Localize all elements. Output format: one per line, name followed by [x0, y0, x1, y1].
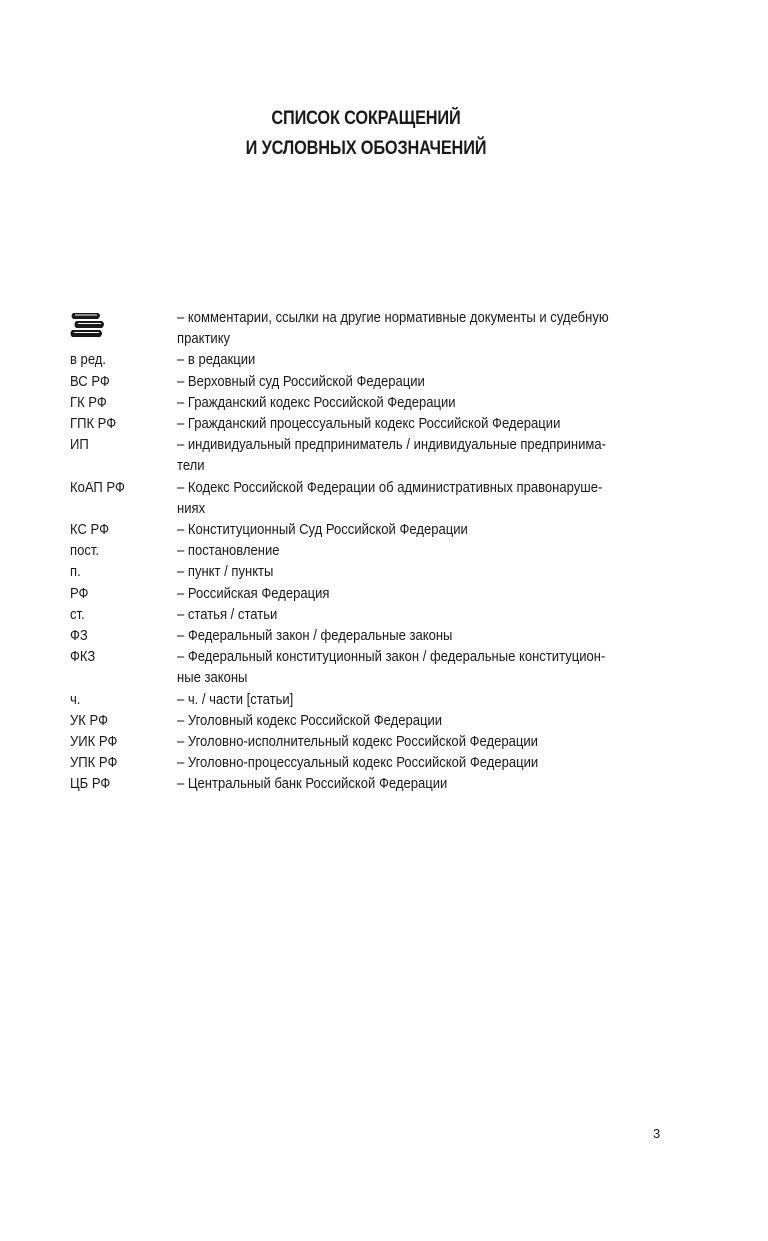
abbreviation-row [70, 372, 670, 393]
definition-line: – Российская Федерация [177, 585, 330, 602]
abbreviation-definition [177, 414, 672, 435]
abbreviation-term-text: ч. [70, 691, 81, 708]
definition-line: ниях [177, 500, 206, 517]
abbreviation-term [70, 605, 86, 626]
abbreviation-term-text: ЦБ РФ [70, 776, 111, 793]
definition-line: – комментарии, ссылки на другие нормативные документы и судебную [177, 310, 609, 326]
abbreviation-row [70, 584, 670, 605]
abbreviation-row [70, 753, 670, 774]
abbreviation-definition [177, 435, 672, 477]
abbreviation-term-text: ВС РФ [70, 373, 110, 390]
abbreviation-term [70, 562, 82, 583]
abbreviation-definition [177, 520, 672, 541]
abbreviation-row [70, 350, 670, 371]
definition-line: – в редакции [177, 352, 256, 369]
definition-line: – Федеральный конституционный закон / федеральные конституцион- [177, 649, 606, 666]
abbreviation-term [70, 520, 113, 541]
abbreviation-definition [177, 753, 672, 774]
definition-line: тели [177, 458, 205, 475]
abbreviation-definition [177, 478, 672, 520]
abbreviation-definition [177, 562, 672, 583]
books-stack-icon [70, 311, 106, 345]
abbreviation-term [70, 541, 102, 562]
abbreviation-row [70, 478, 670, 520]
abbreviation-term-text: пост. [70, 543, 100, 560]
abbreviation-term [70, 711, 112, 732]
abbreviation-definition [177, 308, 672, 350]
definition-line: – Гражданский кодекс Российской Федерации [177, 394, 456, 411]
abbreviations-list [70, 308, 670, 796]
abbreviation-row [70, 308, 670, 350]
abbreviation-row [70, 605, 670, 626]
abbreviation-term [70, 478, 131, 499]
abbreviation-term-text: УИК РФ [70, 734, 118, 751]
abbreviation-term-text: КС РФ [70, 522, 109, 539]
definition-line: ные законы [177, 670, 248, 687]
abbreviation-row [70, 435, 670, 477]
abbreviation-definition [177, 372, 672, 393]
page-number: 3 [653, 1126, 661, 1141]
abbreviation-term-text: в ред. [70, 352, 107, 369]
abbreviation-definition [177, 350, 672, 371]
page-title-line-2: И УСЛОВНЫХ ОБОЗНАЧЕНИЙ [245, 138, 487, 159]
abbreviation-term [70, 435, 91, 456]
abbreviation-definition [177, 732, 672, 753]
definition-line: – Верховный суд Российской Федерации [177, 373, 425, 390]
abbreviation-definition [177, 711, 672, 732]
abbreviation-term-text: ГК РФ [70, 394, 107, 411]
abbreviation-term-text: ИП [70, 437, 89, 454]
abbreviation-term [70, 647, 98, 668]
abbreviation-term-text: ст. [70, 606, 85, 623]
abbreviation-row [70, 414, 670, 435]
abbreviation-term [70, 584, 91, 605]
abbreviation-row [70, 774, 670, 795]
definition-line: – Уголовно-процессуальный кодекс Российской Федерации [177, 755, 539, 772]
abbreviation-term-text: ФКЗ [70, 649, 96, 666]
abbreviation-term-text: ГПК РФ [70, 416, 117, 433]
abbreviation-definition [177, 584, 672, 605]
abbreviation-term [70, 626, 90, 647]
abbreviation-row [70, 711, 670, 732]
abbreviation-term [70, 393, 111, 414]
definition-line: – статья / статьи [177, 606, 278, 623]
abbreviation-term [70, 350, 110, 371]
abbreviation-term [70, 690, 82, 711]
definition-line: – индивидуальный предприниматель / индивидуальные предпринима- [177, 437, 606, 454]
abbreviation-row [70, 690, 670, 711]
abbreviation-term-text: УК РФ [70, 712, 108, 729]
definition-line: – Федеральный закон / федеральные законы [177, 628, 453, 645]
abbreviation-term [70, 753, 123, 774]
abbreviation-definition [177, 393, 672, 414]
abbreviation-row [70, 541, 670, 562]
abbreviation-definition [177, 647, 672, 689]
abbreviation-row [70, 393, 670, 414]
definition-line: – постановление [177, 543, 280, 560]
abbreviation-row [70, 647, 670, 689]
abbreviation-definition [177, 774, 672, 795]
abbreviation-row [70, 520, 670, 541]
abbreviation-definition [177, 541, 672, 562]
definition-line: – Гражданский процессуальный кодекс Российской Федерации [177, 416, 561, 433]
abbreviation-definition [177, 626, 672, 647]
abbreviation-term-text: КоАП РФ [70, 479, 125, 496]
definition-line: – ч. / части [статьи] [177, 691, 294, 708]
page-title-line-1: СПИСОК СОКРАЩЕНИЙ [271, 108, 461, 129]
abbreviation-term [70, 774, 115, 795]
abbreviation-term-text: п. [70, 564, 81, 581]
definition-line: – Уголовный кодекс Российской Федерации [177, 712, 443, 729]
abbreviation-term-text: РФ [70, 585, 89, 602]
definition-line: – Центральный банк Российской Федерации [177, 776, 448, 793]
abbreviation-row [70, 732, 670, 753]
abbreviation-term-text: ФЗ [70, 628, 88, 645]
abbreviation-term-text: УПК РФ [70, 755, 118, 772]
definition-line: – пункт / пункты [177, 564, 274, 581]
page-title [51, 104, 681, 164]
abbreviation-definition [177, 690, 672, 711]
abbreviation-term [70, 732, 123, 753]
abbreviation-row [70, 562, 670, 583]
abbreviation-term [70, 372, 114, 393]
abbreviation-row [70, 626, 670, 647]
definition-line: – Конституционный Суд Российской Федерации [177, 522, 468, 539]
definition-line: – Уголовно-исполнительный кодекс Российской Федерации [177, 734, 538, 751]
definition-line: практику [177, 331, 231, 348]
abbreviation-term [70, 414, 121, 435]
definition-line: – Кодекс Российской Федерации об административных правонаруше- [177, 479, 603, 496]
abbreviation-definition [177, 605, 672, 626]
